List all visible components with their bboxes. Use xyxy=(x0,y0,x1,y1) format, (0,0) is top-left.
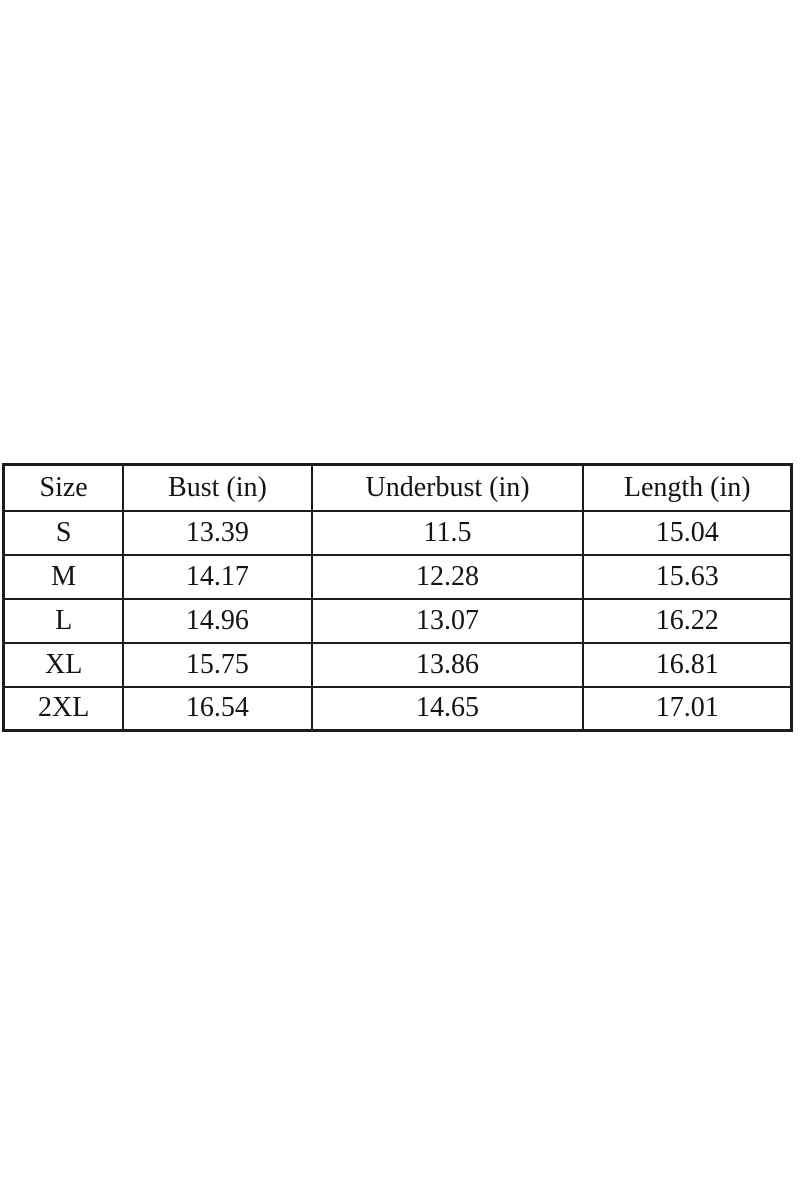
underbust-cell: 13.86 xyxy=(312,643,584,687)
length-cell: 16.22 xyxy=(583,599,791,643)
table-row-2xl xyxy=(4,687,792,731)
size-cell: 2XL xyxy=(4,687,124,731)
column-header-size: Size xyxy=(4,465,124,511)
length-cell: 16.81 xyxy=(583,643,791,687)
size-cell: M xyxy=(4,555,124,599)
table-row-l xyxy=(4,599,792,643)
underbust-cell: 13.07 xyxy=(312,599,584,643)
size-cell: S xyxy=(4,511,124,555)
size-cell: L xyxy=(4,599,124,643)
bust-cell: 13.39 xyxy=(123,511,311,555)
size-chart xyxy=(2,463,793,732)
bust-cell: 14.96 xyxy=(123,599,311,643)
bust-cell: 14.17 xyxy=(123,555,311,599)
underbust-cell: 11.5 xyxy=(312,511,584,555)
table-row-xl xyxy=(4,643,792,687)
table-row-s xyxy=(4,511,792,555)
size-chart-table xyxy=(2,463,793,732)
header-row xyxy=(4,465,792,511)
column-header-underbust: Underbust (in) xyxy=(312,465,584,511)
length-cell: 17.01 xyxy=(583,687,791,731)
column-header-length: Length (in) xyxy=(583,465,791,511)
size-cell: XL xyxy=(4,643,124,687)
length-cell: 15.04 xyxy=(583,511,791,555)
column-header-bust: Bust (in) xyxy=(123,465,311,511)
bust-cell: 15.75 xyxy=(123,643,311,687)
bust-cell: 16.54 xyxy=(123,687,311,731)
underbust-cell: 12.28 xyxy=(312,555,584,599)
underbust-cell: 14.65 xyxy=(312,687,584,731)
length-cell: 15.63 xyxy=(583,555,791,599)
table-row-m xyxy=(4,555,792,599)
